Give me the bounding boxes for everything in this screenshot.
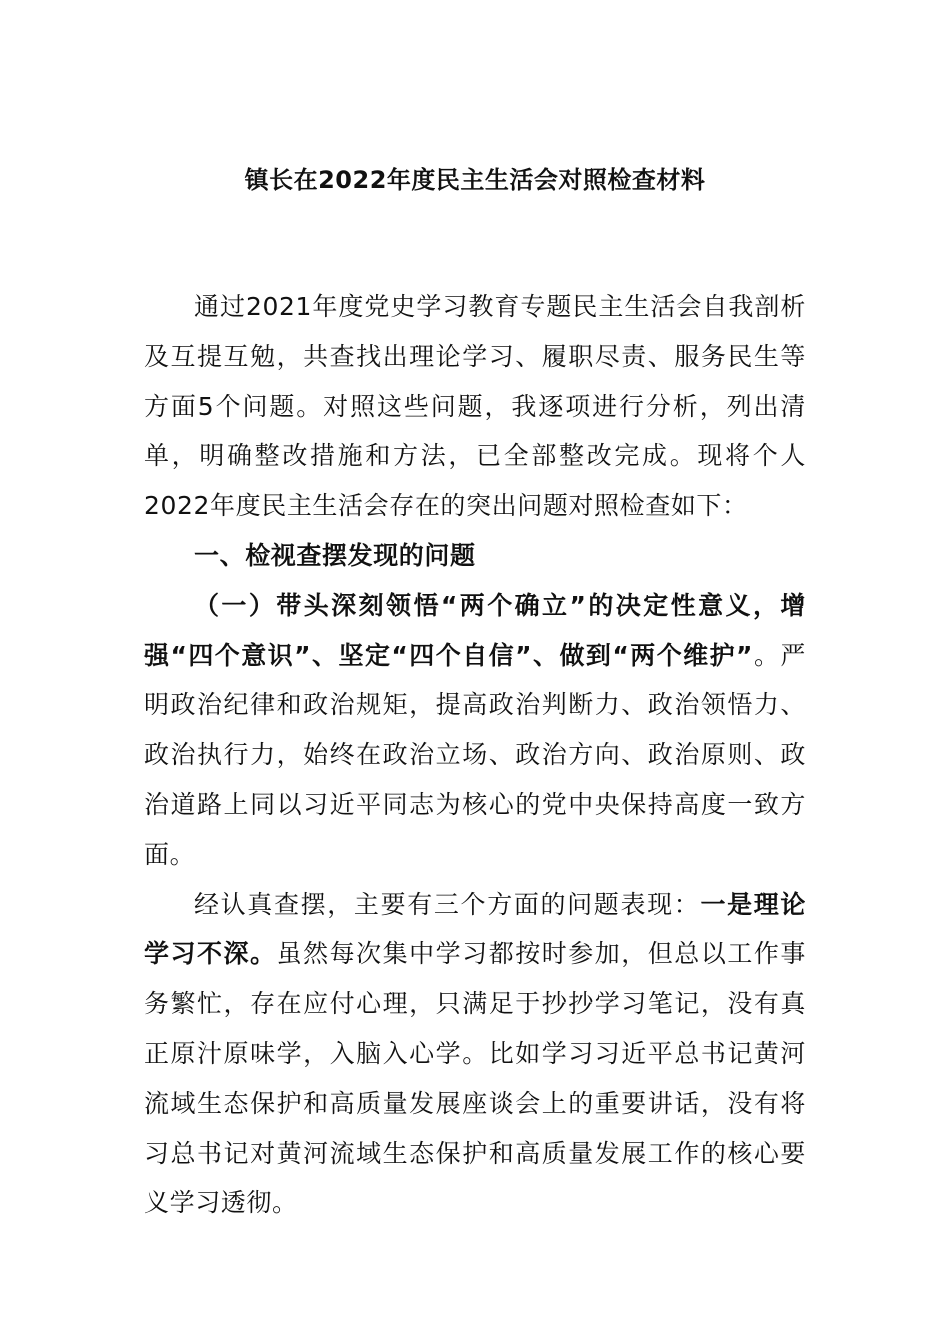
document-title: 镇长在2022年度民主生活会对照检查材料 (244, 166, 706, 194)
problem-lead: 经认真查摆，主要有三个方面的问题表现： (194, 889, 701, 919)
section-heading: 一、检视查摆发现的问题 (194, 540, 476, 570)
subsection-body: 。严明政治纪律和政治规矩，提高政治判断力、政治领悟力、政治执行力，始终在政治立场、政治方向、政治原则、政治道路上同以习近平同志为核心的党中央保持高度一致方面。 (144, 640, 807, 869)
problem-paragraph (144, 880, 806, 1229)
problem-body: 虽然每次集中学习都按时参加，但总以工作事务繁忙，存在应付心理，只满足于抄抄学习笔记，没有真正原汁原味学，入脑入心学。比如学习习近平总书记黄河流域生态保护和高质量发展座谈会上的重要讲话，没有将习总书记对黄河流域生态保护和高质量发展工作的核心要义学习透彻。 (144, 939, 806, 1218)
subsection-heading: （一）带头深刻领悟“两个确立”的决定性意义，增强“四个意识”、坚定“四个自信”、做到“两个维护” (144, 590, 806, 670)
intro-paragraph: 通过2021年度党史学习教育专题民主生活会自我剖析及互提互勉，共查找出理论学习、履职尽责、服务民生等方面5个问题。对照这些问题，我逐项进行分析，列出清单，明确整改措施和方法，已全部整改完成。现将个人2022年度民主生活会存在的突出问题对照检查如下： (144, 292, 806, 521)
document-body (144, 282, 806, 1228)
subsection-paragraph (144, 581, 806, 880)
problem-point-heading: 一是理论学习不深。 (144, 889, 806, 969)
